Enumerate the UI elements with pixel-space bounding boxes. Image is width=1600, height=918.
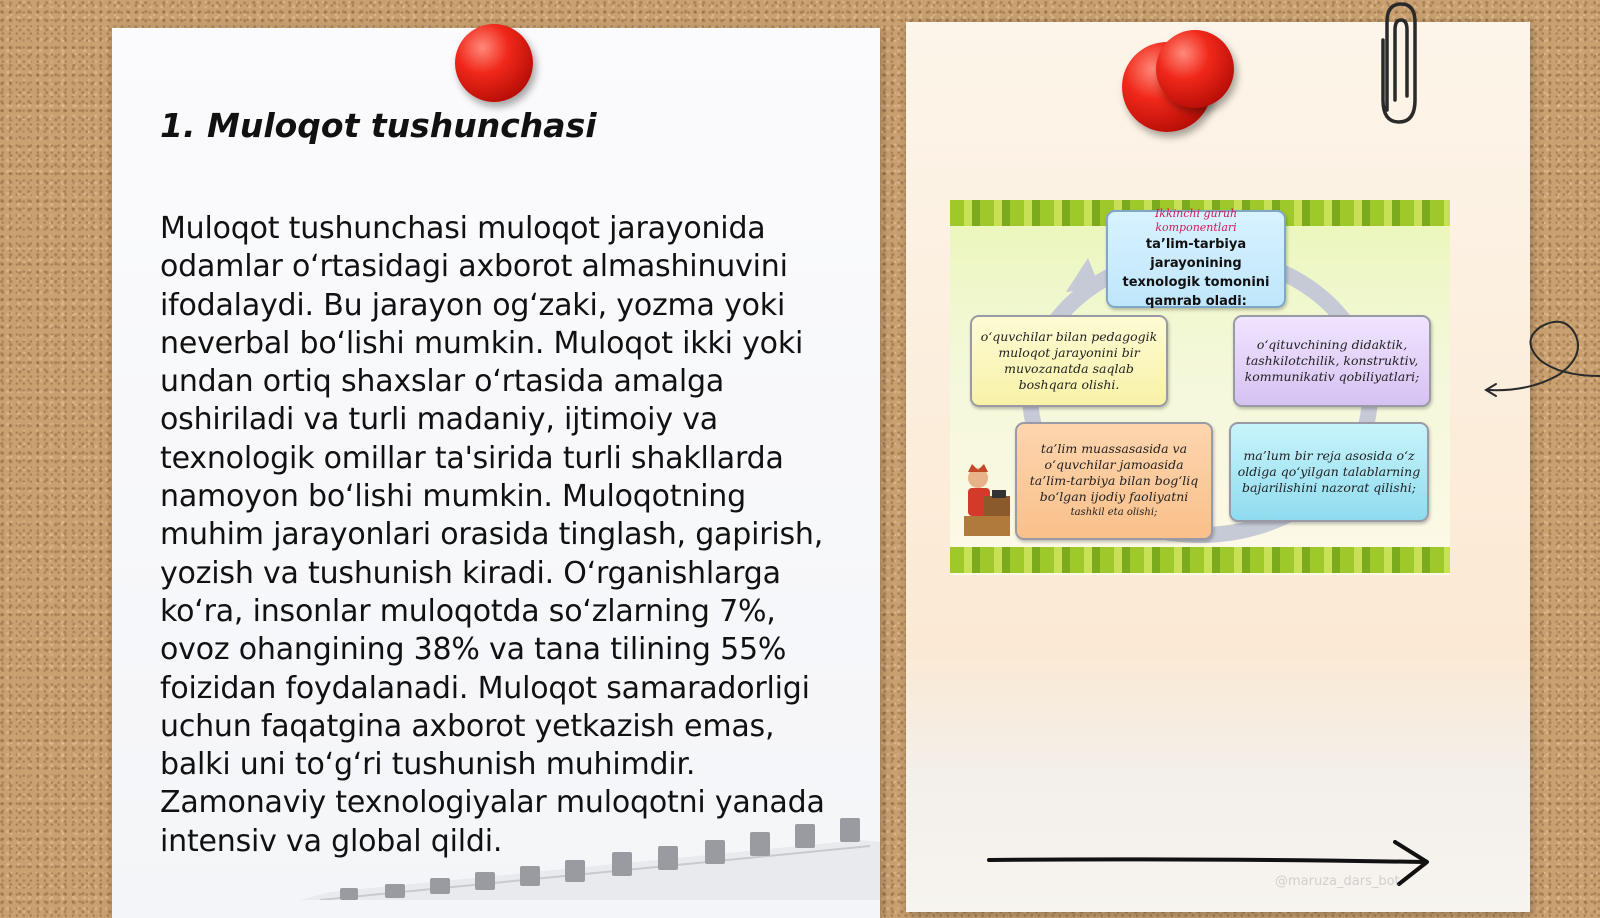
teacher-character-icon [958, 462, 1014, 540]
body-paragraph: Muloqot tushunchasi muloqot jarayonida odamlar o‘rtasidagi axborot almashinuvini ifodalaydi. Bu jarayon og‘zaki, yozma yoki neverbal bo‘lishi mumkin. Muloqot ikki yoki undan ortiq shaxslar o‘rtasida amalga oshiriladi va turli madaniy, ijtimoiy va texnologik omillar ta'sirida turli shakllarda namoyon bo‘lishi mumkin. Muloqotning muhim jarayonlari orasida tinglash, gapirish, yozish va tushunish kiradi. O‘rganishlarga ko‘ra, insonlar muloqotda so‘zlarning 7%, ovoz ohangining 38% va tana tilining 55% foizidan foydalanadi. Muloqot samaradorligi uchun faqatgina axborot yetkazish emas, balki uni to‘g‘ri tushunish muhimdir. Zamonaviy texnologiyalar muloqotni yanada intensiv va global qildi. [160, 211, 825, 859]
diagram-header-text: ta’lim-tarbiya jarayonining texnologik tomonini qamrab oladi: [1122, 237, 1270, 309]
diagram-bottom-left-text: ta’lim muassasasida va o‘quvchilar jamoasida ta’lim-tarbiya bilan bog‘liq bo‘lgan ijodiy faoliyatni [1029, 441, 1199, 504]
pushpin-icon [455, 24, 533, 102]
components-diagram [950, 200, 1450, 575]
paperclip-icon [1375, 0, 1421, 126]
pushpin-icon [1156, 30, 1234, 108]
section-heading: 1. Muloqot tushunchasi [160, 106, 597, 145]
diagram-box-left: o‘quvchilar bilan pedagogik muloqot jarayonini bir muvozanatda saqlab boshqara olishi. [970, 315, 1168, 407]
diagram-box-bottom-right: ma’lum bir reja asosida o‘z oldiga qo‘yilgan talablarning bajarilishini nazorat qilishi; [1229, 422, 1429, 522]
diagram-box-header [1106, 207, 1286, 309]
diagram-box-bottom-left [1015, 422, 1213, 540]
swirl-arrow-icon [1480, 310, 1600, 410]
left-note-card [112, 28, 880, 918]
diagram-kicker: Ikkinchi guruh komponentlari [1154, 207, 1238, 234]
diagram-bottom-left-small: tashkil eta olishi; [1070, 507, 1158, 518]
watermark-text: @maruza_dars_bot [1275, 874, 1400, 889]
torn-paper-strip [300, 800, 880, 900]
diagram-box-right: o‘qituvchining didaktik, tashkilotchilik, konstruktiv, kommunikativ qobiliyatlari; [1233, 315, 1431, 407]
